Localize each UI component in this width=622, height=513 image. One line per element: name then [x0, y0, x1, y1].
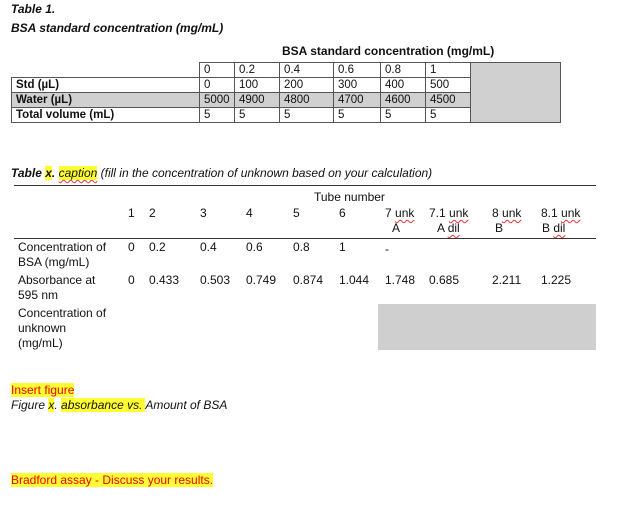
unk-num: 7.1 — [429, 206, 450, 220]
label-line: (mg/mL) — [18, 336, 63, 350]
discussion-text: Bradford assay - Discuss your results. — [11, 473, 214, 487]
unk-sub: A — [392, 221, 401, 235]
table-cell: - — [385, 242, 389, 256]
row-label-absorbance — [18, 273, 95, 303]
label-line: BSA (mg/mL) — [18, 255, 90, 269]
table-cell: 1.748 — [385, 273, 416, 287]
tube-number: 3 — [200, 206, 207, 220]
tube-number: 2 — [149, 206, 156, 220]
table-cell: 1 — [426, 63, 471, 78]
tube-number: 1 — [128, 206, 135, 220]
table-cell: 5 — [426, 108, 471, 123]
unk-tube-header — [385, 206, 414, 236]
table-cell: 0.749 — [246, 273, 277, 287]
table-cell: 0.4 — [200, 240, 217, 254]
unk-sub: B — [495, 221, 504, 235]
table-cell: 0.2 — [235, 63, 280, 78]
table1-caption: BSA standard concentration (mg/mL) — [11, 21, 224, 35]
table-cell: 200 — [280, 78, 334, 93]
table-cell: 300 — [334, 78, 381, 93]
figure-dot: . — [54, 398, 62, 412]
caption-prefix: Table — [11, 166, 46, 180]
label-line: Absorbance at — [18, 273, 96, 287]
figure-rest: Amount of BSA — [145, 398, 228, 412]
caption-x: x — [45, 166, 52, 180]
unk-word: unk — [561, 206, 581, 220]
unk-tube-header — [492, 206, 521, 236]
table1-concentration-row — [12, 63, 561, 78]
figure-x: x — [48, 398, 55, 412]
figure-hl: absorbance vs. — [61, 398, 146, 412]
unk-sub-word: dil — [553, 221, 566, 235]
table-cell: 0.4 — [280, 63, 334, 78]
table-cell: 4900 — [235, 93, 280, 108]
tube-number-header: Tube number — [314, 190, 385, 204]
table-cell: 4700 — [334, 93, 381, 108]
table-cell: 4800 — [280, 93, 334, 108]
unk-word: unk — [449, 206, 469, 220]
table1-corner — [12, 63, 200, 78]
table-cell: 0.8 — [381, 63, 426, 78]
table-cell: 5 — [381, 108, 426, 123]
table-cell: 5 — [334, 108, 381, 123]
insert-figure-note — [11, 383, 74, 397]
table-cell: 4500 — [426, 93, 471, 108]
figure-prefix: Figure — [11, 398, 49, 412]
table1-shaded-blank — [471, 63, 561, 123]
unk-num: 8 — [492, 206, 503, 220]
discussion-note — [11, 473, 213, 487]
row-label: Std (µL) — [12, 78, 200, 93]
bsa-standard-table — [11, 62, 561, 123]
row-label-conc-unknown — [18, 306, 106, 351]
table-cell: 0.2 — [149, 240, 166, 254]
table-cell: 0 — [128, 240, 135, 254]
table1-header: BSA standard concentration (mg/mL) — [282, 44, 495, 58]
table-cell: 0.685 — [429, 273, 460, 287]
table-cell: 400 — [381, 78, 426, 93]
unk-sub-word: dil — [447, 221, 460, 235]
row-label-conc-bsa — [18, 240, 106, 270]
unk-tube-header — [429, 206, 468, 236]
caption-dot: . — [51, 166, 59, 180]
table-cell: 5000 — [200, 93, 235, 108]
unk-sub: A — [437, 221, 448, 235]
insert-figure-text: Insert figure — [11, 383, 75, 397]
tablex-header-rule — [14, 238, 596, 239]
tube-number: 5 — [293, 206, 300, 220]
tablex-caption — [11, 166, 432, 180]
table-cell: 500 — [426, 78, 471, 93]
tube-number: 4 — [246, 206, 253, 220]
caption-word: caption — [58, 166, 98, 180]
row-label: Water (µL) — [12, 93, 200, 108]
table-cell: 5 — [200, 108, 235, 123]
table-cell: 0.874 — [293, 273, 324, 287]
table-cell: 1.225 — [541, 273, 572, 287]
tablex-top-rule — [14, 185, 596, 186]
unk-word: unk — [395, 206, 415, 220]
unk-num: 8.1 — [541, 206, 562, 220]
figure-caption — [11, 398, 227, 412]
label-line: 595 nm — [18, 288, 59, 302]
table1-label: Table 1. — [11, 2, 56, 16]
table-cell: 0.433 — [149, 273, 180, 287]
table-cell: 0 — [200, 78, 235, 93]
table-cell: 4600 — [381, 93, 426, 108]
label-line: Concentration of — [18, 240, 107, 254]
label-line: Concentration of — [18, 306, 107, 320]
tube-number: 6 — [339, 206, 346, 220]
table-cell: 0.8 — [293, 240, 310, 254]
unk-num: 7 — [385, 206, 396, 220]
unk-tube-header — [541, 206, 580, 236]
table-cell: 2.211 — [492, 273, 522, 287]
unk-sub: B — [542, 221, 554, 235]
table-cell: 0.503 — [200, 273, 231, 287]
caption-rest: (fill in the concentration of unknown based on your calculation) — [97, 166, 433, 180]
row-label: Total volume (mL) — [12, 108, 200, 123]
table-cell: 0 — [128, 273, 135, 287]
table-cell: 1.044 — [339, 273, 370, 287]
table-cell: 100 — [235, 78, 280, 93]
unk-word: unk — [502, 206, 522, 220]
table-cell: 1 — [339, 240, 346, 254]
table-cell: 0.6 — [334, 63, 381, 78]
table-cell: 5 — [235, 108, 280, 123]
table-cell: 0 — [200, 63, 235, 78]
table-cell: 5 — [280, 108, 334, 123]
label-line: unknown — [18, 321, 67, 335]
table-cell: 0.6 — [246, 240, 263, 254]
unknown-shaded-cells — [378, 304, 596, 350]
